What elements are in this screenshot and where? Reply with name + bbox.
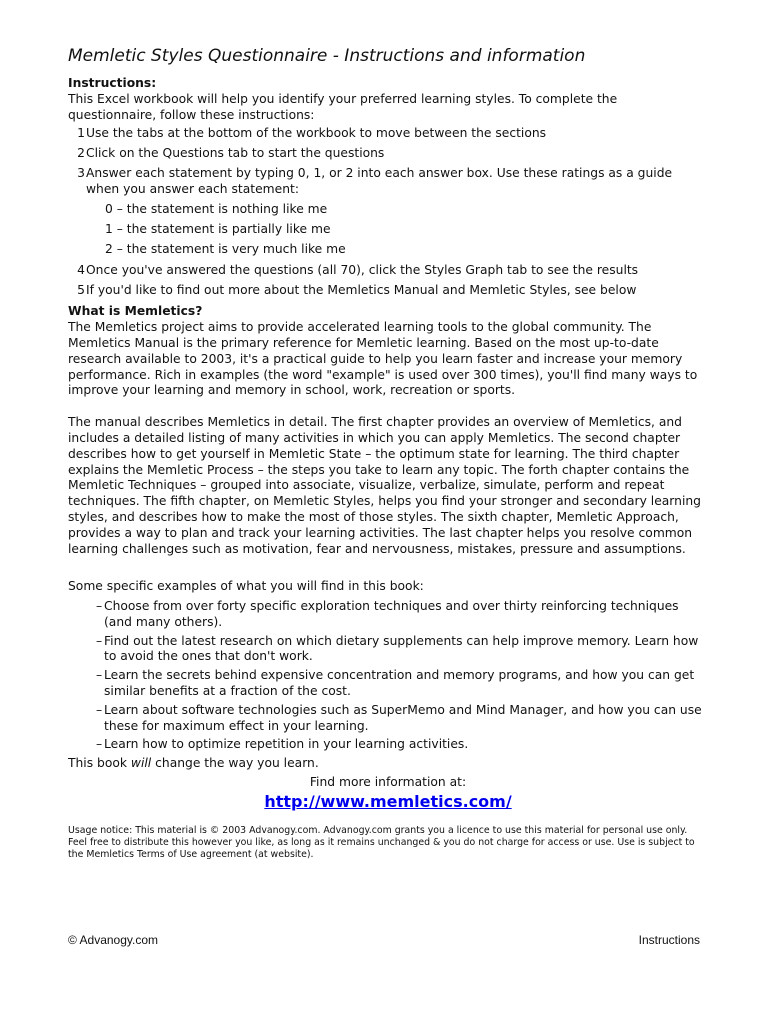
closing-emphasis: will (130, 756, 152, 771)
instructions-heading: Instructions: (68, 76, 157, 90)
step-number: 2 (77, 146, 85, 161)
list-item (96, 737, 708, 753)
dash-bullet-icon: – (96, 737, 103, 752)
document-page (68, 44, 708, 861)
step-number: 4 (77, 262, 85, 277)
website-link[interactable]: http://www.memletics.com/ (264, 791, 512, 811)
step-text: Click on the Questions tab to start the questions (86, 146, 385, 161)
what-is-memletics-heading: What is Memletics? (68, 304, 203, 319)
dash-bullet-icon: – (96, 668, 103, 683)
closing-after: change the way you learn. (151, 756, 319, 771)
closing-line (68, 756, 708, 772)
step-text: Once you've answered the questions (all 70), click the Styles Graph tab to see the results (86, 262, 639, 277)
list-item-text: Learn how to optimize repetition in your learning activities. (104, 737, 469, 752)
more-info-label: Find more information at: (309, 775, 467, 790)
instructions-intro: This Excel workbook will help you identify your preferred learning styles. To complete the questionnaire, follow these instructions: (68, 91, 618, 122)
instruction-step (68, 263, 708, 279)
page-title: Memletic Styles Questionnaire - Instructions and information (68, 46, 586, 66)
footer-sheet-name: Instructions (638, 933, 700, 947)
list-item (96, 668, 708, 700)
examples-intro: Some specific examples of what you will find in this book: (68, 579, 424, 594)
step-text: If you'd like to find out more about the Memletics Manual and Memletic Styles, see below (86, 282, 637, 297)
page-footer (68, 933, 700, 947)
step-number: 3 (77, 165, 85, 180)
step-number: 1 (77, 126, 85, 141)
list-item-text: Find out the latest research on which dietary supplements can help improve memory. Learn how to avoid the ones that don't work. (104, 633, 699, 664)
step-text: Answer each statement by typing 0, 1, or 2 into each answer box. Use these ratings as a guide when you answer each statement: (86, 165, 673, 196)
closing-before: This book (68, 756, 131, 771)
dash-bullet-icon: – (96, 633, 103, 648)
instruction-step (68, 146, 708, 162)
list-item-text: Learn the secrets behind expensive concentration and memory programs, and how you can get similar benefits at a fraction of the cost. (104, 668, 695, 699)
usage-notice: Usage notice: This material is © 2003 Advanogy.com. Advanogy.com grants you a licence to use this material for personal use only. Feel free to distribute this however you like, as long as it remains unchanged & you do not charge for access or use. Use is subject to the Memletics Terms of Use agreement (at website). (68, 824, 695, 861)
instruction-step (68, 126, 708, 142)
list-item (96, 703, 708, 735)
list-item (96, 599, 708, 631)
rating-item: 1 – the statement is partially like me (105, 221, 331, 236)
dash-bullet-icon: – (96, 702, 103, 717)
instruction-step (68, 283, 708, 299)
rating-item: 0 – the statement is nothing like me (105, 201, 328, 216)
list-item-text: Learn about software technologies such as SuperMemo and Mind Manager, and how you can use these for maximum effect in your learning. (104, 702, 702, 733)
footer-copyright: © Advanogy.com (68, 933, 158, 947)
instruction-step (68, 166, 708, 198)
memletics-paragraph-2: The manual describes Memletics in detail. The first chapter provides an overview of Memletics, and includes a detailed listing of many activities in which you can apply Memletics. The second chapter describes how to get yourself in Memletic State – the optimum state for learning. The third chapter explains the Memletic Process – the steps you take to learn any topic. The forth chapter contains the Memletic Techniques – grouped into associate, visualize, verbalize, simulate, perform and repeat techniques. The fifth chapter, on Memletic Styles, helps you find your stronger and secondary learning styles, and describes how to make the most of those styles. The sixth chapter, Memletic Approach, provides a way to plan and track your learning activities. The last chapter helps you resolve common learning challenges such as motivation, fear and nervousness, mistakes, pressure and assumptions. (68, 415, 701, 556)
list-item (96, 634, 708, 666)
rating-item: 2 – the statement is very much like me (105, 242, 346, 257)
memletics-paragraph-1: The Memletics project aims to provide accelerated learning tools to the global community. The Memletics Manual is the primary reference for Memletic learning. Based on the most up-to-date research available to 2003, it's a practical guide to help you learn faster and increase your memory performance. Rich in examples (the word "example" is used over 300 times), you'll find many ways to improve your learning and memory in school, work, recreation or sports. (68, 320, 698, 398)
step-text: Use the tabs at the bottom of the workbook to move between the sections (86, 126, 547, 141)
list-item-text: Choose from over forty specific exploration techniques and over thirty reinforcing techniques (and many others). (104, 599, 679, 629)
step-number: 5 (77, 282, 85, 297)
dash-bullet-icon: – (96, 599, 103, 614)
